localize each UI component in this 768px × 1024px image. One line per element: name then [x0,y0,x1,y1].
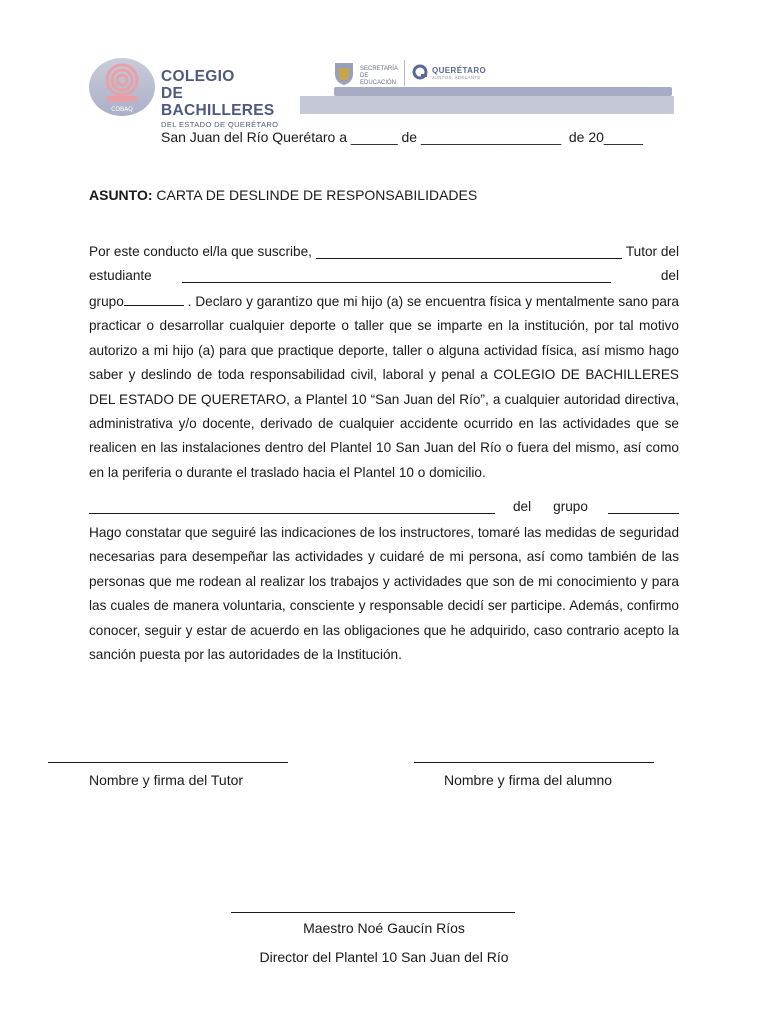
student-line [89,268,679,283]
tutor-suffix-text: Tutor del [622,244,679,259]
cobaq-seal-icon [89,58,155,116]
subject-line [89,187,477,203]
svg-text:COBAQ: COBAQ [111,106,133,113]
logo-line-3: DEL ESTADO DE QUERÉTARO [161,120,279,129]
director-name: Maestro Noé Gaucín Ríos [303,920,465,936]
student-suffix-text: del [660,268,679,283]
paragraph-1 [89,290,679,485]
student-signature-line [414,762,654,763]
queretaro-q-icon [412,64,428,80]
letterhead [0,0,768,129]
director-title: Director del Plantel 10 San Juan del Río [259,949,509,965]
tutor-line [89,244,679,259]
header-accent-bar [334,87,672,96]
paragraph-1-text: . Declaro y garantizo que mi hijo (a) se encuentra física y mentalmente sano para practicar o desarrollar cualquier deporte o taller que se imparte en la institución, por tal motivo autorizo a mi hijo (a) para que practique deporte, taller o alguna actividad física, así mismo hago saber y deslindo de toda responsabilidad civil, laboral y penal a COLEGIO DE BACHILLERES DEL ESTADO DE QUERETARO, a Plantel 10 “San Juan del Río”, a cualquier autoridad directiva, administrativa y/o docente, derivado de cualquier accidente ocurrido en las actividades que se realicen en las instalaciones dentro del Plantel 10 San Juan del Río o fuera del mismo, así como en la periferia o durante el traslado hacia el Plantel 10 o domicilio. [89,294,679,480]
queretaro-slogan: JUNTOS, ADELANTE [432,75,481,80]
paragraph-2-text: Hago constatar que seguiré las indicaciones de los instructores, tomaré las medidas de seguridad necesarias para desempeñar las actividades y cuidaré de mi persona, así como también de las personas que me rodean al realizar los trabajos y actividades que son de mi conocimiento y para las cuales de manera voluntaria, consciente y responsable decidí ser participe. Además, confirmo conocer, seguir y estar de acuerdo en las obligaciones que he adquirido, caso contrario acepto la sanción puesta por las autoridades de la Institución. [89,525,679,663]
tutor-signature-line [48,762,288,763]
group-label: grupo [89,294,124,309]
place-date-line: San Juan del Río Querétaro a ______ de __________________ de 20_____ [161,129,643,145]
student-name-blank [182,271,611,283]
tutor-signature-label: Nombre y firma del Tutor [89,772,244,788]
logo-line-2: DE BACHILLERES [161,85,275,119]
student-label: estudiante [89,268,152,283]
secretaria-educacion-text: SECRETARÍA DE EDUCACIÓN [360,66,398,86]
grupo-text: grupo [553,499,588,514]
logo-separator [404,60,405,86]
colegio-bachilleres-logo [89,58,289,129]
tutor-name-blank [316,247,623,259]
del-text: del [513,499,532,514]
director-signature-line [231,912,515,913]
subject-text: CARTA DE DESLINDE DE RESPONSABILIDADES [152,187,478,203]
group-blank-2 [608,502,679,514]
logo-text [161,68,289,129]
student-signature-label: Nombre y firma del alumno [444,772,613,788]
queretaro-text: QUERÉTARO [432,66,487,75]
subject-label: ASUNTO: [89,187,153,203]
student-name-blank-2 [89,502,495,514]
group-blank [124,294,184,306]
student-group-line [89,499,679,514]
paragraph-2 [89,521,679,667]
logo-line-1: COLEGIO [161,68,235,85]
state-shield-icon [332,60,356,86]
header-band [300,96,674,114]
tutor-intro-text: Por este conducto el/la que suscribe, [89,244,316,259]
government-logos [332,60,502,88]
